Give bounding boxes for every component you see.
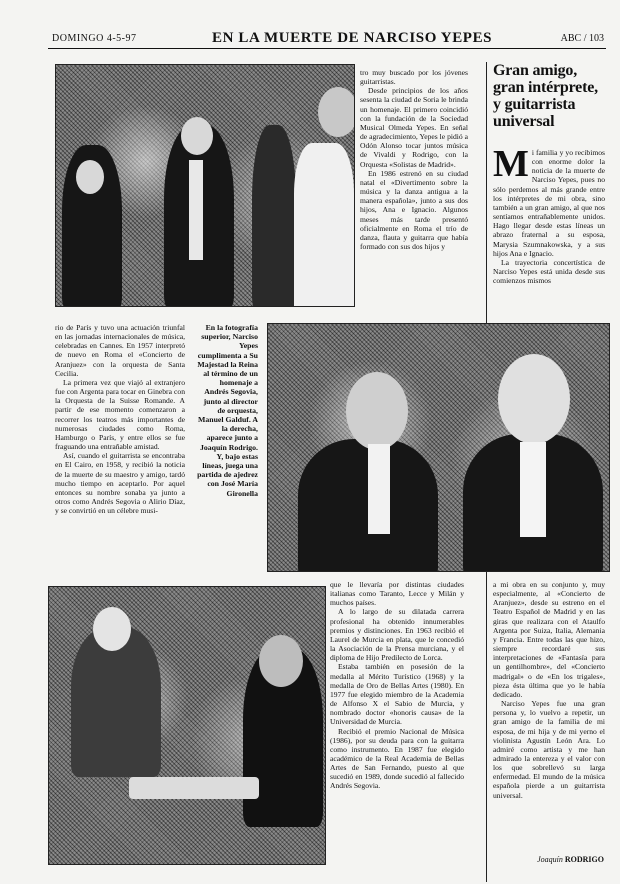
article-column-top-right — [360, 68, 468, 312]
signature-last-name: RODRIGO — [564, 855, 604, 864]
paragraph: La trayectoria concertística de Narciso Yepes está unida desde sus comienzos mismos — [493, 257, 605, 286]
paragraph: Desde principios de los años sesenta la ciudad de Soria le brinda un homenaje. El primero coincidió con la fundación de la Sociedad Musical Olmeda Yepes. En señal de agradecimiento, Yepes le pidió a Odón Alonso tocar juntos música de Vivaldi y Rodrigo, con la Orquesta «Solistas de Madrid». — [360, 86, 468, 169]
page-number: ABC / 103 — [560, 33, 604, 44]
header-rule — [48, 48, 606, 49]
photo-queen-homage — [55, 64, 355, 307]
paragraph: A lo largo de su dilatada carrera profesional ha obtenido innumerables premios y distinciones. En 1963 recibió el Laurel de Murcia en plata, que le concedió la Asociación de la Prensa murciana, y el diploma de Hijo Predilecto de Lorca. — [330, 607, 464, 663]
sidebar-column-top — [493, 148, 605, 312]
paragraph: tro muy buscado por los jóvenes guitarristas. — [360, 68, 468, 87]
section-title: EN LA MUERTE DE NARCISO YEPES — [212, 30, 493, 46]
article-column-bottom-mid — [330, 580, 464, 858]
paragraph: La primera vez que viajó al extranjero fue con Argenta para tocar en Ginebra con la Orquesta de la Suisse Romande. A partir de ese momento comenzaron a recorrer los teatros más importantes de numerosas ciudades como Roma, Hamburgo o París, y entre ellos se fue fraguando una entrañable amistad. — [55, 377, 185, 452]
article-column-mid-left — [55, 323, 185, 569]
signature-first-name: Joaquín — [537, 855, 563, 864]
signature — [496, 855, 604, 864]
paragraph: que le llevaría por distintas ciudades italianas como Taranto, Lecce y Milán y muchos países. — [330, 580, 464, 608]
paragraph: a mi obra en su conjunto y, muy especialmente, al «Concierto de Aranjuez», desde su estreno en el Teatro Español de Madrid y en las giras que realizara con el Ataulfo Argenta por Suiza, Italia, Alemania y Francia. Entre todas las que hizo, siempre recordaré sus interpretaciones de «Fantasía para un gentilhombre», del «Concierto madrigal» o de «En los trigales», pieza ésta última que yo le había dedicado. — [493, 580, 605, 699]
sidebar-column-bottom — [493, 580, 605, 852]
paragraph: Estaba también en posesión de la medalla al Mérito Turístico (1968) y la medalla de Oro de Bellas Artes (1980). En 1977 fue elegido miembro de la Academia de Alfonso X el Sabio de Murcia, y nombrado doctor «honoris causa» de la Universidad de Murcia. — [330, 662, 464, 727]
paragraph: rio de París y tuvo una actuación triunfal en las jornadas internacionales de música, celebradas en Cannes. En 1957 interpretó de nuevo en Roma el «Concierto de Aranjuez» con la orquesta de Santa Cecilia. — [55, 323, 185, 378]
dropcap: M — [493, 148, 529, 185]
photo-chess-game — [48, 586, 326, 865]
photo-with-rodrigo — [267, 323, 610, 572]
paragraph: Narciso Yepes fue una gran persona y, lo vuelvo a repetir, un gran amigo de la familia de mi esposa, de mi hija y de mi yerno el violinista Agustín León Ara. Lo admiré como artista y me han admirado la entereza y el valor con los que sobrellevó su larga enfermedad. El mundo de la música española pierde a un guitarrista universal. — [493, 699, 605, 800]
paragraph: Recibió el premio Nacional de Música (1986), por su deuda para con la guitarra como instrumento. En 1987 fue elegido académico de la Real Academia de Bellas Artes de San Fernando, puesto al que sucedió en 1989, donde sucedió al fallecido Andrés Segovia. — [330, 726, 464, 791]
header-date: DOMINGO 4-5-97 — [52, 33, 137, 44]
photo-caption: En la fotografía superior, Narciso Yepes cumplimenta a Su Majestad la Reina al término de un homenaje a Andrés Segovia, junto al director de orquesta, Manuel Galduf. A la derecha, aparece junto a Joaquín Rodrigo. Y, bajo estas líneas, juega una partida de ajedrez con José María Gironella — [197, 323, 258, 498]
sidebar-headline: Gran amigo, gran intérprete, y guitarrista universal — [493, 62, 598, 130]
paragraph: i familia y yo recibimos con enorme dolor la noticia de la muerte de Narciso Yepes, pues no sólo perdemos al más grande entre los intérpretes de mi obra, sino también a un gran amigo, al que nos sentíamos entrañablemente unidos. Hago llegar desde estas líneas un abrazo fraternal a su esposa, Marysia Szumnakowska, y a sus hijos Ana e Ignacio. — [493, 148, 605, 258]
paragraph: En 1986 estrenó en su ciudad natal el «Divertimento sobre la música y la danza antigua a la manera española», junto a sus dos hijos, Ana e Ignacio. Algunos meses más tarde presentó oficialmente en Roma el trío de danza, flauta y guitarra que había formado con sus dos hijos y — [360, 168, 468, 251]
paragraph: Así, cuando el guitarrista se encontraba en El Cairo, en 1958, y recibió la noticia de la muerte de su maestro y amigo, tardó mucho tiempo en aceptarlo. Por aquel entonces su nombre sonaba ya junto a otros como Andrés Segovia o Alirio Díaz, y se convirtió en un célebre musi- — [55, 451, 185, 516]
